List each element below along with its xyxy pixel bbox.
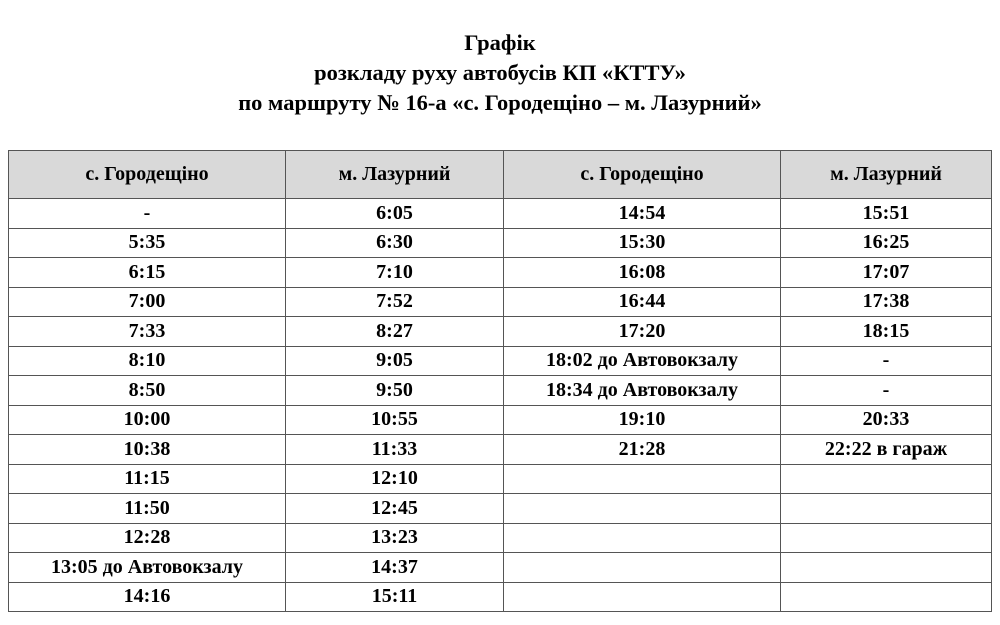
- table-row: [9, 582, 992, 612]
- table-row: [9, 258, 992, 288]
- schedule-cell: -: [9, 199, 286, 229]
- schedule-cell: 17:07: [781, 258, 992, 288]
- table-row: [9, 317, 992, 347]
- schedule-title: [0, 28, 1000, 118]
- schedule-cell: -: [781, 346, 992, 376]
- header-gorodeshchino-departure-2: с. Городещіно: [504, 151, 781, 199]
- schedule-cell: 15:11: [286, 582, 504, 612]
- schedule-cell: [504, 582, 781, 612]
- schedule-cell: 5:35: [9, 228, 286, 258]
- schedule-cell: [504, 464, 781, 494]
- table-row: [9, 464, 992, 494]
- schedule-cell: 8:50: [9, 376, 286, 406]
- schedule-cell: [781, 494, 992, 524]
- schedule-cell: 12:45: [286, 494, 504, 524]
- schedule-cell: 11:33: [286, 435, 504, 465]
- schedule-cell: 10:00: [9, 405, 286, 435]
- table-row: [9, 346, 992, 376]
- schedule-cell: 15:30: [504, 228, 781, 258]
- schedule-cell: 18:15: [781, 317, 992, 347]
- table-row: [9, 199, 992, 229]
- table-row: [9, 228, 992, 258]
- header-lazurnyi-departure: м. Лазурний: [286, 151, 504, 199]
- schedule-cell: 7:10: [286, 258, 504, 288]
- header-lazurnyi-departure-2: м. Лазурний: [781, 151, 992, 199]
- schedule-cell: 7:33: [9, 317, 286, 347]
- schedule-cell: [781, 523, 992, 553]
- schedule-cell: 9:05: [286, 346, 504, 376]
- header-gorodeshchino-departure: с. Городещіно: [9, 151, 286, 199]
- schedule-cell: 16:44: [504, 287, 781, 317]
- schedule-cell: 12:28: [9, 523, 286, 553]
- schedule-cell: 19:10: [504, 405, 781, 435]
- schedule-cell: 20:33: [781, 405, 992, 435]
- schedule-cell: 13:05 до Автовокзалу: [9, 553, 286, 583]
- table-row: [9, 405, 992, 435]
- schedule-body: [9, 199, 992, 612]
- schedule-cell: [781, 464, 992, 494]
- schedule-cell: 6:15: [9, 258, 286, 288]
- schedule-cell: 17:38: [781, 287, 992, 317]
- schedule-cell: [781, 553, 992, 583]
- schedule-cell: [504, 523, 781, 553]
- schedule-cell: 18:34 до Автовокзалу: [504, 376, 781, 406]
- schedule-cell: 7:52: [286, 287, 504, 317]
- schedule-cell: 14:54: [504, 199, 781, 229]
- table-row: [9, 287, 992, 317]
- schedule-cell: 14:16: [9, 582, 286, 612]
- schedule-cell: 15:51: [781, 199, 992, 229]
- schedule-cell: 8:27: [286, 317, 504, 347]
- schedule-cell: 14:37: [286, 553, 504, 583]
- schedule-cell: 10:38: [9, 435, 286, 465]
- title-line-2: розкладу руху автобусів КП «КТТУ»: [314, 60, 686, 85]
- table-row: [9, 494, 992, 524]
- schedule-cell: 17:20: [504, 317, 781, 347]
- table-row: [9, 376, 992, 406]
- schedule-cell: 8:10: [9, 346, 286, 376]
- schedule-cell: 22:22 в гараж: [781, 435, 992, 465]
- schedule-cell: [781, 582, 992, 612]
- header-row: [9, 151, 992, 199]
- schedule-cell: 6:30: [286, 228, 504, 258]
- table-row: [9, 553, 992, 583]
- schedule-cell: 21:28: [504, 435, 781, 465]
- table-row: [9, 435, 992, 465]
- schedule-cell: 10:55: [286, 405, 504, 435]
- schedule-cell: 12:10: [286, 464, 504, 494]
- schedule-cell: 9:50: [286, 376, 504, 406]
- schedule-cell: 18:02 до Автовокзалу: [504, 346, 781, 376]
- schedule-cell: 16:25: [781, 228, 992, 258]
- schedule-cell: 11:50: [9, 494, 286, 524]
- title-line-3: по маршруту № 16-а «с. Городещіно – м. Лазурний»: [238, 90, 762, 115]
- schedule-cell: 11:15: [9, 464, 286, 494]
- schedule-table: [8, 150, 992, 612]
- schedule-cell: 16:08: [504, 258, 781, 288]
- table-row: [9, 523, 992, 553]
- schedule-cell: 7:00: [9, 287, 286, 317]
- schedule-cell: [504, 553, 781, 583]
- schedule-cell: [504, 494, 781, 524]
- schedule-cell: -: [781, 376, 992, 406]
- schedule-cell: 13:23: [286, 523, 504, 553]
- title-line-1: Графік: [464, 30, 536, 55]
- schedule-cell: 6:05: [286, 199, 504, 229]
